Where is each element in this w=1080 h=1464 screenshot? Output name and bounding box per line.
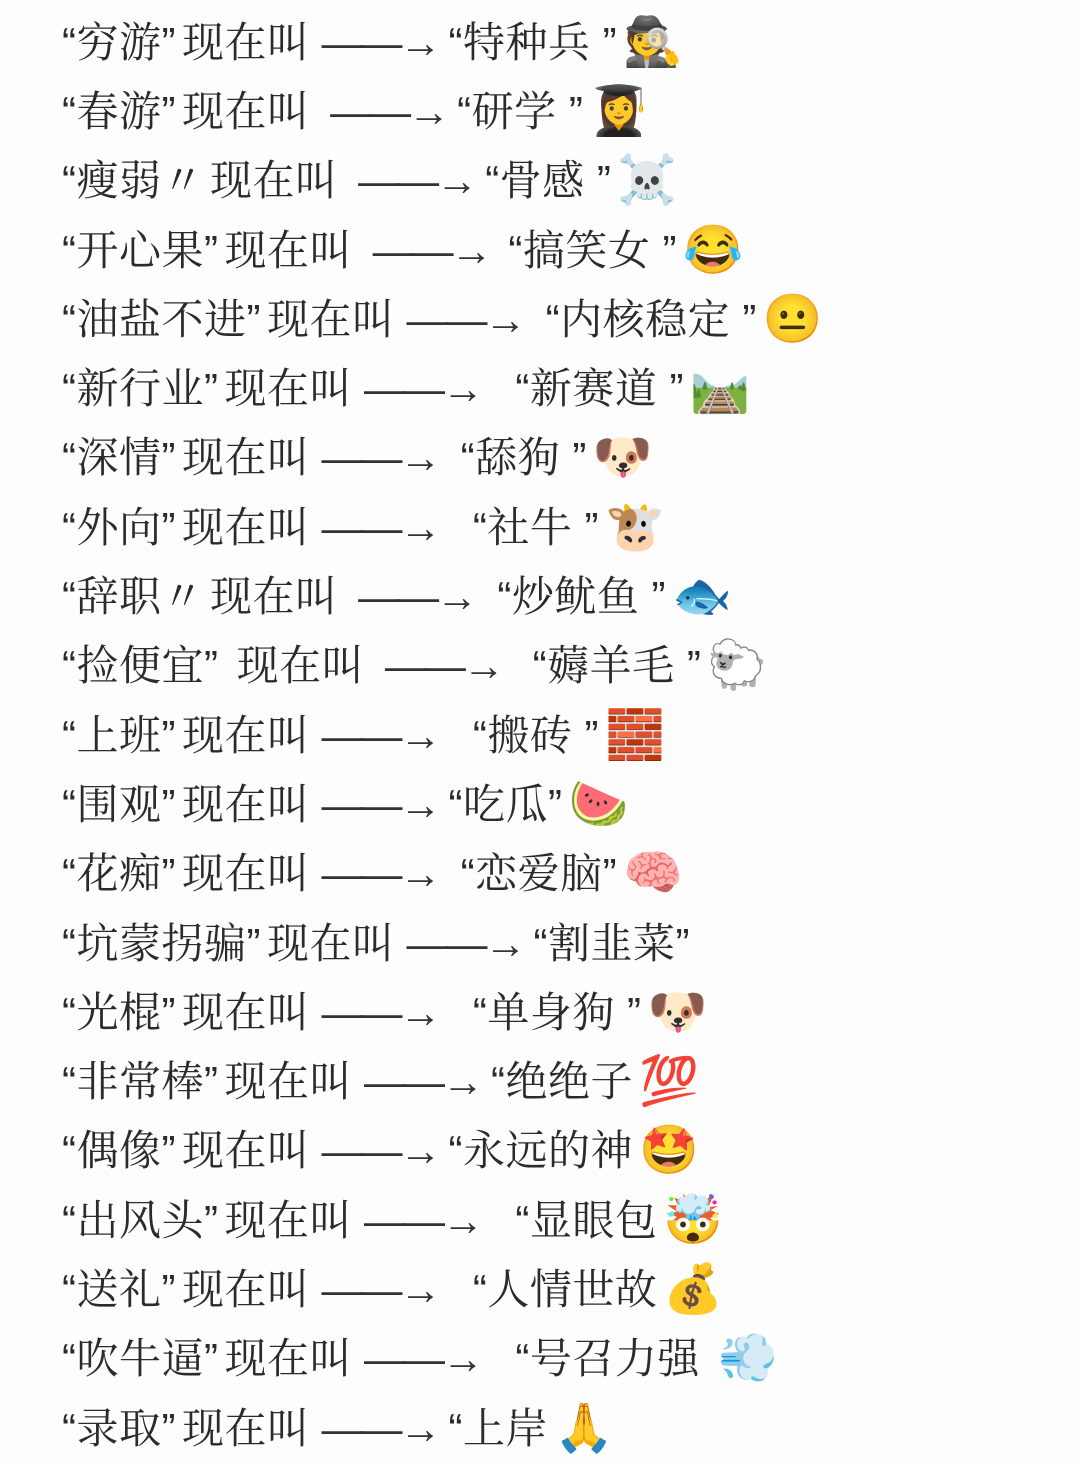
slang-row bbox=[62, 1255, 1080, 1324]
arrow-icon: ——→ bbox=[321, 1127, 439, 1175]
now-called-label: 现在叫 bbox=[181, 18, 310, 66]
slang-row bbox=[62, 1117, 1080, 1186]
now-called-label: 现在叫 bbox=[181, 503, 310, 551]
arrow-icon: ——→ bbox=[321, 780, 439, 828]
new-term: “割韭菜” bbox=[533, 919, 690, 967]
new-term: “骨感 ” bbox=[485, 157, 612, 205]
now-called-label: 现在叫 bbox=[224, 1058, 352, 1106]
slang-row bbox=[62, 909, 1080, 978]
arrow-icon: ——→ bbox=[376, 642, 511, 690]
new-term: “社牛 ” bbox=[448, 503, 599, 551]
now-called-label: 现在叫 bbox=[236, 642, 365, 690]
slang-row bbox=[62, 354, 1080, 423]
old-term: “送礼” bbox=[62, 1265, 176, 1313]
arrow-icon: ——→ bbox=[321, 1404, 439, 1452]
old-term: “开心果” bbox=[62, 226, 219, 274]
slang-row bbox=[62, 770, 1080, 839]
arrow-icon: ——→ bbox=[321, 711, 439, 759]
old-term: “外向” bbox=[62, 503, 176, 551]
slang-row bbox=[62, 285, 1080, 354]
dog-face-emoji: 🐶 bbox=[647, 985, 708, 1039]
new-term: “单身狗 ” bbox=[448, 988, 642, 1036]
woman-graduate-emoji: 👩‍🎓 bbox=[589, 84, 650, 138]
slang-row bbox=[62, 1394, 1080, 1463]
now-called-label: 现在叫 bbox=[224, 1335, 352, 1383]
arrow-icon: ——→ bbox=[349, 573, 476, 621]
arrow-icon: ——→ bbox=[321, 87, 448, 135]
old-term: “新行业” bbox=[62, 365, 219, 413]
now-called-label: 现在叫 bbox=[181, 1265, 310, 1313]
new-term: “内核稳定 ” bbox=[533, 295, 757, 343]
old-term: “上班” bbox=[62, 711, 176, 759]
arrow-icon: ——→ bbox=[364, 1058, 481, 1106]
skull-crossbones-emoji: ☠️ bbox=[617, 154, 678, 208]
old-term: “花痴” bbox=[62, 850, 176, 898]
watermelon-emoji: 🍉 bbox=[568, 777, 629, 831]
railway-track-emoji: 🛤️ bbox=[689, 362, 750, 416]
now-called-label: 现在叫 bbox=[181, 780, 310, 828]
new-term: “永远的神 bbox=[448, 1127, 633, 1175]
new-term: “人情世故 bbox=[448, 1265, 658, 1313]
neutral-face-emoji: 😐 bbox=[762, 292, 823, 346]
old-term: “出风头” bbox=[62, 1196, 219, 1244]
money-bag-emoji: 💰 bbox=[663, 1262, 724, 1316]
now-called-label: 现在叫 bbox=[181, 1127, 310, 1175]
old-term: “录取” bbox=[62, 1404, 176, 1452]
new-term: “号召力强 bbox=[491, 1335, 712, 1383]
old-term: “围观” bbox=[62, 780, 176, 828]
now-called-label: 现在叫 bbox=[181, 434, 310, 482]
slang-row bbox=[62, 701, 1080, 770]
arrow-icon: ——→ bbox=[364, 226, 499, 274]
new-term: “炒鱿鱼 ” bbox=[485, 573, 666, 621]
folded-hands-emoji: 🙏 bbox=[554, 1401, 614, 1455]
new-term: “特种兵 ” bbox=[448, 18, 618, 66]
star-struck-emoji: 🤩 bbox=[639, 1124, 699, 1178]
brain-emoji: 🧠 bbox=[623, 847, 683, 901]
slang-row bbox=[62, 493, 1080, 562]
new-term: “恋爱脑” bbox=[448, 850, 618, 898]
old-term: “春游” bbox=[62, 87, 176, 135]
arrow-icon: ——→ bbox=[364, 1335, 481, 1383]
now-called-label: 现在叫 bbox=[224, 365, 352, 413]
now-called-label: 现在叫 bbox=[210, 573, 338, 621]
old-term: “辞职〃 bbox=[62, 573, 204, 621]
slang-row bbox=[62, 8, 1080, 77]
arrow-icon: ——→ bbox=[321, 850, 439, 898]
new-term: “显眼包 bbox=[491, 1196, 658, 1244]
arrow-icon: ——→ bbox=[406, 919, 524, 967]
arrow-icon: ——→ bbox=[321, 18, 439, 66]
arrow-icon: ——→ bbox=[321, 434, 439, 482]
new-term: “新赛道 ” bbox=[491, 365, 684, 413]
dashing-away-emoji: 💨 bbox=[718, 1332, 778, 1386]
now-called-label: 现在叫 bbox=[266, 295, 395, 343]
arrow-icon: ——→ bbox=[364, 365, 481, 413]
hundred-points-emoji: 💯 bbox=[639, 1055, 699, 1109]
arrow-icon: ——→ bbox=[364, 1196, 481, 1244]
slang-row bbox=[62, 1047, 1080, 1116]
old-term: “非常棒” bbox=[62, 1058, 219, 1106]
dog-face-emoji: 🐶 bbox=[592, 431, 653, 485]
now-called-label: 现在叫 bbox=[210, 157, 338, 205]
new-term: “吃瓜” bbox=[448, 780, 563, 828]
old-term: “油盐不进” bbox=[62, 295, 261, 343]
now-called-label: 现在叫 bbox=[224, 226, 352, 274]
arrow-icon: ——→ bbox=[349, 157, 476, 205]
new-term: “研学 ” bbox=[457, 87, 584, 135]
old-term: “深情” bbox=[62, 434, 176, 482]
new-term: “搬砖 ” bbox=[448, 711, 599, 759]
old-term: “穷游” bbox=[62, 18, 176, 66]
arrow-icon: ——→ bbox=[406, 295, 524, 343]
new-term: “上岸 bbox=[448, 1404, 548, 1452]
new-term: “搞笑女 ” bbox=[508, 226, 677, 274]
new-term: “薅羊毛 ” bbox=[520, 642, 702, 690]
old-term: “捡便宜” bbox=[62, 642, 231, 690]
slang-row bbox=[62, 1325, 1080, 1394]
now-called-label: 现在叫 bbox=[181, 87, 310, 135]
now-called-label: 现在叫 bbox=[181, 850, 310, 898]
arrow-icon: ——→ bbox=[321, 1265, 439, 1313]
tears-of-joy-emoji: 😂 bbox=[683, 223, 743, 277]
slang-row bbox=[62, 562, 1080, 631]
new-term: “舔狗 ” bbox=[448, 434, 587, 482]
cow-face-emoji: 🐮 bbox=[604, 500, 665, 554]
now-called-label: 现在叫 bbox=[224, 1196, 352, 1244]
old-term: “光棍” bbox=[62, 988, 176, 1036]
slang-row bbox=[62, 978, 1080, 1047]
now-called-label: 现在叫 bbox=[181, 1404, 310, 1452]
old-term: “坑蒙拐骗” bbox=[62, 919, 261, 967]
fish-emoji: 🐟 bbox=[672, 570, 732, 624]
slang-row bbox=[62, 147, 1080, 216]
slang-row bbox=[62, 424, 1080, 493]
slang-row bbox=[62, 216, 1080, 285]
old-term: “偶像” bbox=[62, 1127, 176, 1175]
now-called-label: 现在叫 bbox=[181, 988, 310, 1036]
slang-row bbox=[62, 632, 1080, 701]
now-called-label: 现在叫 bbox=[266, 919, 395, 967]
old-term: “瘦弱〃 bbox=[62, 157, 204, 205]
slang-row bbox=[62, 77, 1080, 146]
exploding-head-emoji: 🤯 bbox=[663, 1193, 724, 1247]
arrow-icon: ——→ bbox=[321, 503, 439, 551]
sheep-emoji: 🐑 bbox=[707, 639, 768, 693]
slang-row bbox=[62, 1186, 1080, 1255]
new-term: “绝绝子 bbox=[491, 1058, 633, 1106]
old-term: “吹牛逼” bbox=[62, 1335, 219, 1383]
arrow-icon: ——→ bbox=[321, 988, 439, 1036]
slang-row bbox=[62, 840, 1080, 909]
brick-emoji: 🧱 bbox=[604, 708, 665, 762]
detective-emoji: 🕵️ bbox=[623, 15, 683, 69]
now-called-label: 现在叫 bbox=[181, 711, 310, 759]
